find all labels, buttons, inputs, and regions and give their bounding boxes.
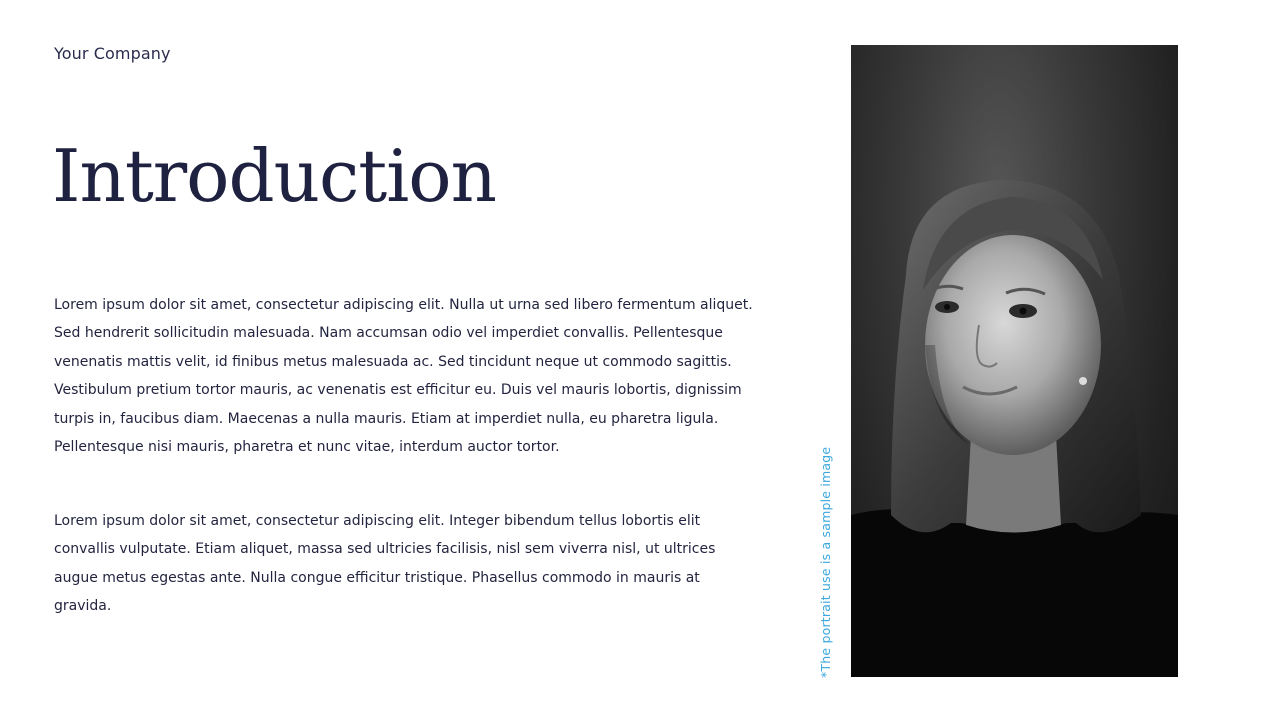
body-paragraph-1: Lorem ipsum dolor sit amet, consectetur adipiscing elit. Nulla ut urna sed libero fermentum aliquet. Sed hendrerit sollicitudin malesuada. Nam accumsan odio vel imperdiet convallis. Pellentesque venenatis mattis velit, id finibus metus malesuada ac. Sed tincidunt neque ut commodo sagittis. Vestibulum pretium tortor mauris, ac venenatis est efficitur eu. Duis vel mauris lobortis, dignissim turpis in, faucibus diam. Maecenas a nulla mauris. Etiam at imperdiet nulla, eu pharetra ligula. Pellentesque nisi mauris, pharetra et nunc vitae, interdum auctor tortor. xyxy=(54,297,753,456)
portrait-photo-icon xyxy=(851,45,1178,677)
portrait-image xyxy=(851,45,1178,677)
slide-title: Introduction xyxy=(52,134,496,218)
body-paragraph-2: Lorem ipsum dolor sit amet, consectetur adipiscing elit. Integer bibendum tellus lobortis elit convallis vulputate. Etiam aliquet, massa sed ultricies facilisis, nisl sem viverra nisl, ut ultrices augue metus egestas ante. Nulla congue efficitur tristique. Phasellus commodo in mauris at gravida. xyxy=(54,513,716,615)
image-caption: *The portrait use is a sample image xyxy=(818,446,833,678)
company-name: Your Company xyxy=(54,44,171,63)
